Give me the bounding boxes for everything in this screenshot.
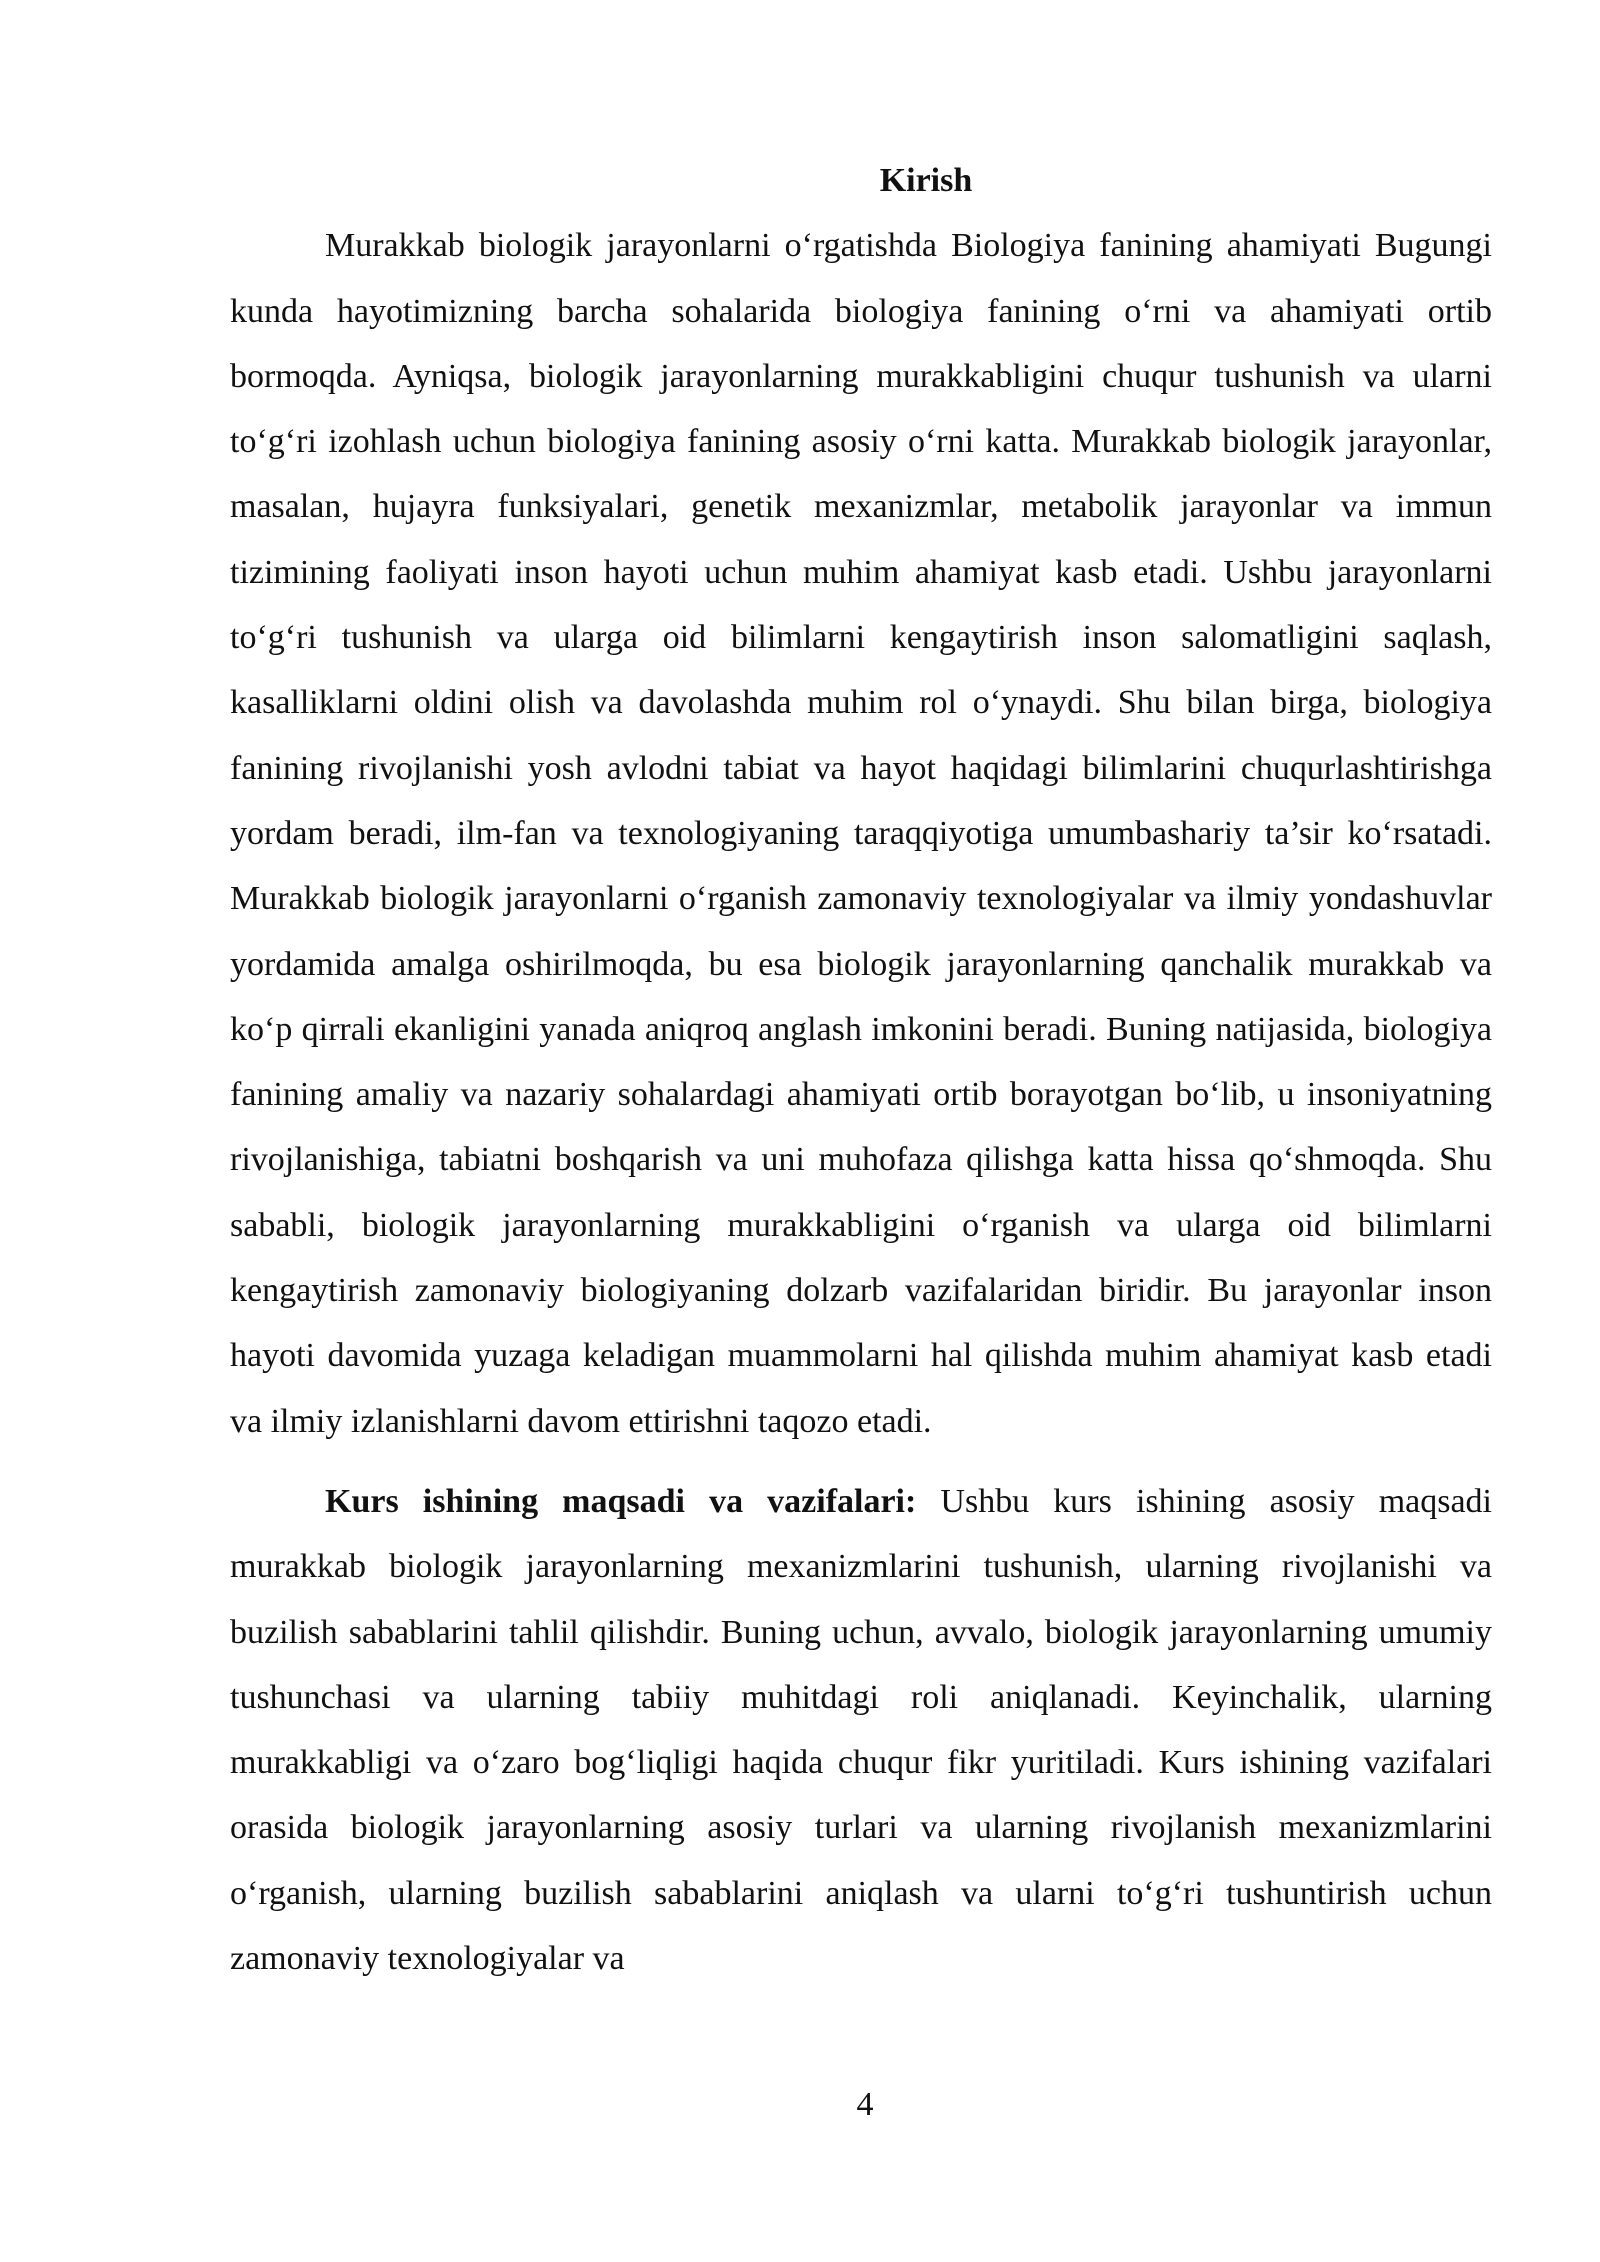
goals-body: Ushbu kurs ishining asosiy maqsadi murakkab biologik jarayonlarning mexanizmlarini tushunish, ularning rivojlanishi va buzilish sabablarini tahlil qilishdir. Buning uchun, avvalo, biologik jarayonlarning umumiy tushunchasi va ularning tabiiy muhitdagi roli aniqlanadi. Keyinchalik, ularning murakkabligi va o‘zaro bog‘liqligi haqida chuqur fikr yuritiladi. Kurs ishining vazifalari orasida biologik jarayonlarning asosiy turlari va ularning rivojlanish mexanizmlarini o‘rganish, ularning buzilish sabablarini aniqlash va ularni to‘g‘ri tushuntirish uchun zamonaviy texnologiyalar va bbox=[230, 1482, 1492, 1978]
goals-paragraph bbox=[230, 1469, 1492, 1991]
intro-paragraph: Murakkab biologik jarayonlarni o‘rgatishda Biologiya fanining ahamiyati Bugungi kunda hayotimizning barcha sohalarida biologiya fanining o‘rni va ahamiyati ortib bormoqda. Ayniqsa, biologik jarayonlarning murakkabligini chuqur tushunish va ularni to‘g‘ri izohlash uchun biologiya fanining asosiy o‘rni katta. Murakkab biologik jarayonlar, masalan, hujayra funksiyalari, genetik mexanizmlar, metabolik jarayonlar va immun tizimining faoliyati inson hayoti uchun muhim ahamiyat kasb etadi. Ushbu jarayonlarni to‘g‘ri tushunish va ularga oid bilimlarni kengaytirish inson salomatligini saqlash, kasalliklarni oldini olish va davolashda muhim rol o‘ynaydi. Shu bilan birga, biologiya fanining rivojlanishi yosh avlodni tabiat va hayot haqidagi bilimlarini chuqurlashtirishga yordam beradi, ilm-fan va texnologiyaning taraqqiyotiga umumbashariy ta’sir ko‘rsatadi. Murakkab biologik jarayonlarni o‘rganish zamonaviy texnologiyalar va ilmiy yondashuvlar yordamida amalga oshirilmoqda, bu esa biologik jarayonlarning qanchalik murakkab va ko‘p qirrali ekanligini yanada aniqroq anglash imkonini beradi. Buning natijasida, biologiya fanining amaliy va nazariy sohalardagi ahamiyati ortib borayotgan bo‘lib, u insoniyatning rivojlanishiga, tabiatni boshqarish va uni muhofaza qilishga katta hissa qo‘shmoqda. Shu sababli, biologik jarayonlarning murakkabligini o‘rganish va ularga oid bilimlarni kengaytirish zamonaviy biologiyaning dolzarb vazifalaridan biridir. Bu jarayonlar inson hayoti davomida yuzaga keladigan muammolarni hal qilishda muhim ahamiyat kasb etadi va ilmiy izlanishlarni davom ettirishni taqozo etadi. bbox=[230, 227, 1492, 1440]
section-heading: Kirish bbox=[879, 162, 973, 199]
page-number: 4 bbox=[856, 2086, 874, 2123]
goals-lead: Kurs ishining maqsadi va vazifalari: bbox=[325, 1482, 917, 1520]
page-content bbox=[230, 148, 1492, 1991]
